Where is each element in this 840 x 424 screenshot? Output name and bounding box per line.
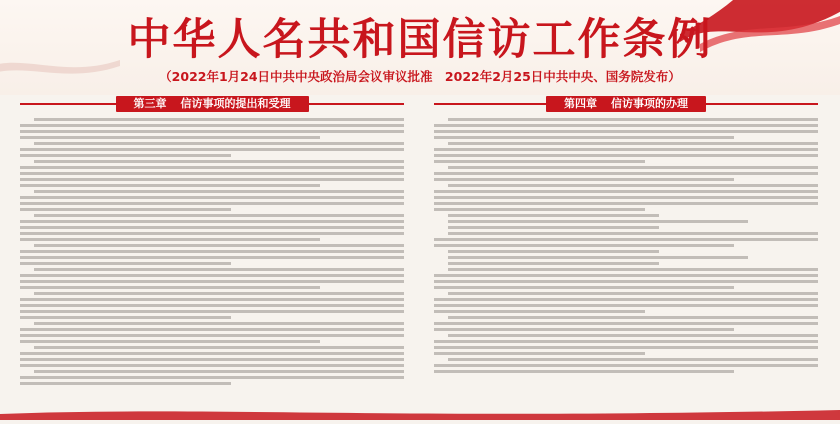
body-text-line [434, 202, 818, 205]
chapter-four-title: 信访事项的办理 [611, 97, 688, 110]
body-text-line [434, 322, 818, 325]
body-text-line [20, 262, 231, 265]
chapter-four-badge [546, 96, 706, 112]
body-text-line [20, 358, 404, 361]
chapter-three-heading [20, 96, 404, 112]
body-text-line [448, 184, 818, 187]
chapter-three-body [20, 118, 404, 408]
body-text-line [20, 232, 404, 235]
body-text-line [20, 364, 404, 367]
body-text-line [34, 142, 404, 145]
body-text-line [20, 172, 404, 175]
body-text-line [20, 334, 404, 337]
body-text-line [20, 148, 404, 151]
body-text-line [434, 244, 734, 247]
body-text-line [434, 274, 818, 277]
body-text-line [448, 214, 659, 217]
body-text-line [434, 178, 734, 181]
body-text-line [434, 124, 818, 127]
body-text-line [434, 286, 734, 289]
body-text-line [434, 130, 818, 133]
body-text-line [34, 160, 404, 163]
body-text-line [20, 184, 320, 187]
body-text-line [34, 268, 404, 271]
body-text-line [20, 124, 404, 127]
body-text-line [448, 316, 818, 319]
subtitle-approval: （2022年1月24日中共中央政治局会议审议批准 [159, 69, 433, 84]
body-text-line [34, 346, 404, 349]
body-text-line [434, 160, 645, 163]
body-text-line [20, 202, 404, 205]
body-text-line [434, 328, 734, 331]
body-text-line [20, 340, 320, 343]
body-text-line [434, 298, 818, 301]
body-text-line [34, 292, 404, 295]
body-text-line [20, 130, 404, 133]
body-text-line [434, 148, 818, 151]
body-text-line [20, 328, 404, 331]
body-text-line [434, 196, 818, 199]
body-text-line [20, 274, 404, 277]
body-text-line [434, 352, 645, 355]
body-text-line [20, 310, 404, 313]
body-text-line [34, 190, 404, 193]
body-text-line [434, 136, 734, 139]
body-text-line [20, 196, 404, 199]
body-text-line [20, 376, 404, 379]
body-text-line [448, 268, 818, 271]
body-text-line [434, 370, 734, 373]
body-text-line [434, 190, 818, 193]
body-text-line [448, 358, 818, 361]
chapter-four-body [434, 118, 818, 408]
body-text-line [448, 226, 659, 229]
body-text-line [20, 298, 404, 301]
body-text-line [434, 280, 818, 283]
body-text-line [20, 226, 404, 229]
body-text-line [20, 352, 404, 355]
body-text-line [434, 208, 645, 211]
body-text-line [20, 304, 404, 307]
subtitle-publication: 2022年2月25日中共中央、国务院发布） [444, 69, 681, 84]
body-text-line [20, 316, 231, 319]
body-text-line [448, 292, 818, 295]
chapter-three-title: 信访事项的提出和受理 [180, 97, 291, 110]
body-text-line [34, 118, 404, 121]
body-text-line [34, 370, 404, 373]
body-text-line [34, 214, 404, 217]
body-text-line [20, 286, 320, 289]
body-text-line [34, 244, 404, 247]
body-text-line [448, 232, 818, 235]
body-text-line [448, 142, 818, 145]
body-text-line [20, 238, 320, 241]
body-text-line [20, 382, 231, 385]
body-text-line [434, 340, 818, 343]
body-text-line [448, 250, 659, 253]
body-text-line [434, 310, 645, 313]
body-text-line [20, 178, 404, 181]
chapter-three-number: 第三章 [133, 97, 167, 110]
body-text-line [20, 154, 231, 157]
body-text-line [448, 334, 818, 337]
poster-subtitle [0, 69, 840, 85]
body-text-line [20, 256, 404, 259]
body-text-line [20, 208, 231, 211]
body-text-line [20, 166, 404, 169]
body-text-line [448, 256, 748, 259]
body-text-line [434, 238, 818, 241]
body-text-line [20, 136, 320, 139]
poster-title: 中华人名共和国信访工作条例 [127, 15, 713, 65]
body-text-line [448, 220, 748, 223]
decorative-bottom-wave [0, 404, 840, 420]
body-text-line [448, 166, 818, 169]
body-text-line [448, 118, 818, 121]
body-text-line [20, 220, 404, 223]
body-text-line [434, 154, 818, 157]
body-text-line [434, 364, 818, 367]
body-text-line [434, 346, 818, 349]
body-text-line [448, 262, 659, 265]
chapter-four-column [434, 96, 818, 408]
body-text-line [20, 250, 404, 253]
body-text-line [434, 304, 818, 307]
chapter-three-column [20, 96, 404, 408]
body-text-line [434, 172, 818, 175]
body-text-line [20, 280, 404, 283]
chapter-four-number: 第四章 [564, 97, 597, 110]
chapter-four-heading [434, 96, 818, 112]
body-text-line [34, 322, 404, 325]
chapter-three-badge [116, 96, 309, 112]
